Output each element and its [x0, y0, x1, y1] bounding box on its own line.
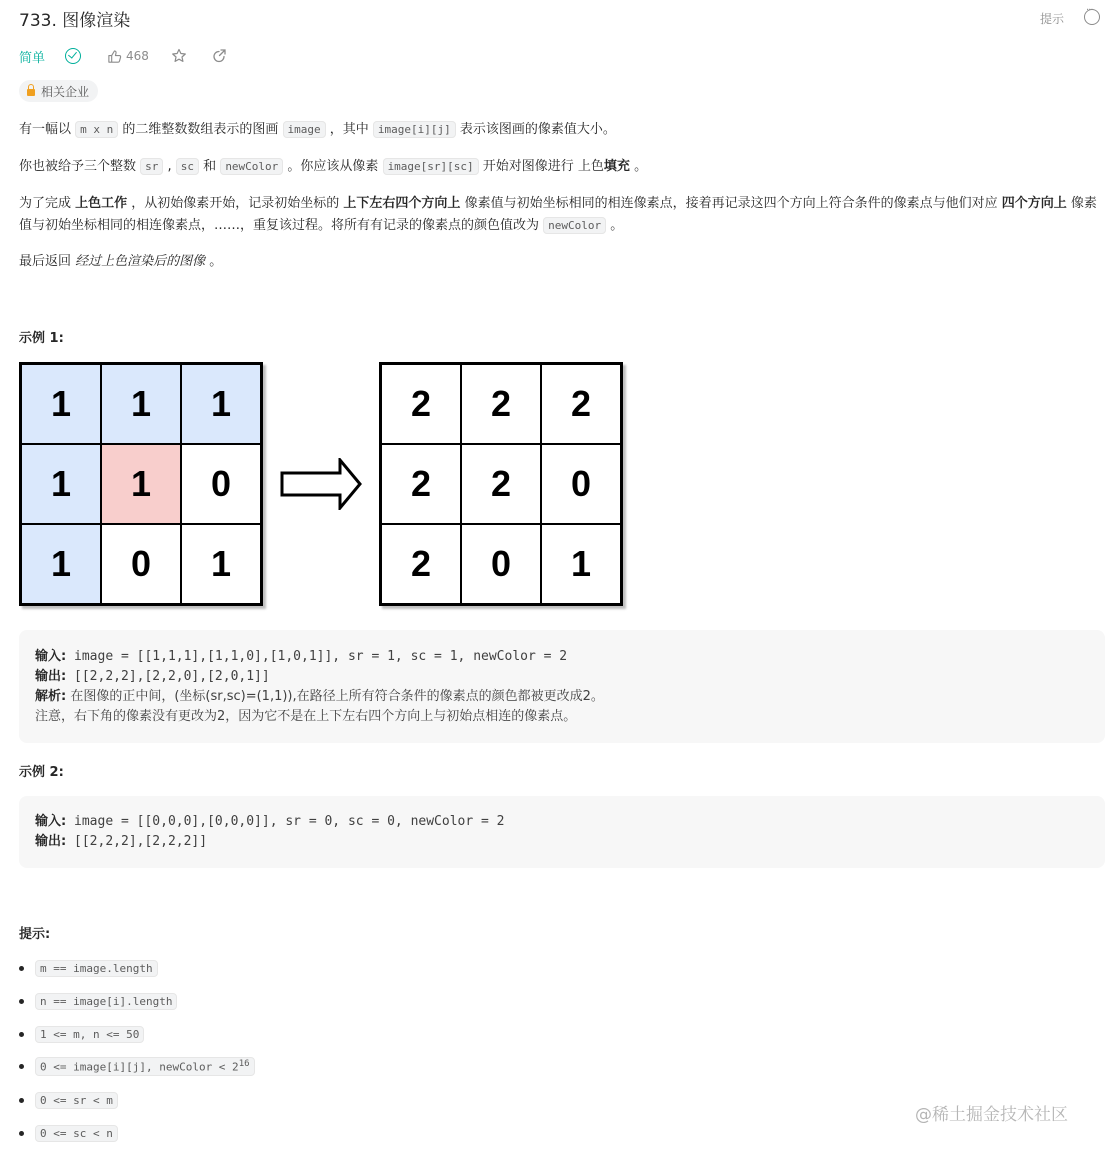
list-item: 0 <= image[i][j], newColor < $2^{16}$ — [19, 1057, 255, 1076]
grid-cell: 2 — [541, 364, 621, 444]
right-arrow-icon — [280, 458, 364, 510]
grid-cell: 2 — [381, 524, 461, 604]
description-p3: 为了完成 上色工作 ，从初始像素开始，记录初始坐标的 上下左右四个方向上 像素值与初始坐标相同的相连像素点，接着再记录这四个方向上符合条件的像素点与他们对应 四个方向上 像素值与初始坐标相同的相连像素点，……，重复该过程。将所有有记录的像素点的颜色值改为 newColor 。 — [19, 196, 1097, 233]
example1-codeblock: 输入: image = [[1,1,1],[1,1,0],[1,0,1]], sr = 1, sc = 1, newColor = 2 输出: [[2,2,2],[2,2,0],[2,0,1]] 解析: 在图像的正中间，(坐标(sr,sc)=(1,1)),在路径上所有符合条件的像素点的颜色都被更改成2。 注意，右下角的像素没有更改为2，因为它不是在上下左右四个方向上与初始点相连的像素点。 — [19, 630, 1105, 743]
like-count: 468 — [126, 49, 149, 63]
lock-icon — [27, 89, 35, 96]
description-p2: 你也被给予三个整数 sr , sc 和 newColor 。你应该从像素 image[sr][sc] 开始对图像进行 上色填充 。 — [19, 159, 648, 174]
grid-cell: 1 — [181, 364, 261, 444]
grid-cell: 2 — [381, 364, 461, 444]
list-item: n == image[i].length — [19, 993, 177, 1010]
hints-title: 提示: — [19, 927, 51, 942]
like-button[interactable] — [107, 49, 149, 64]
grid-cell: 1 — [21, 444, 101, 524]
list-item: 0 <= sr < m — [19, 1092, 118, 1109]
grid-cell: 1 — [21, 364, 101, 444]
problem-meta — [19, 46, 251, 66]
grid-cell: 0 — [101, 524, 181, 604]
share-button[interactable] — [211, 48, 227, 64]
hint-link[interactable]: 提示 — [1040, 12, 1065, 26]
grid-cell: 1 — [21, 524, 101, 604]
company-tag-label: 相关企业 — [41, 84, 90, 99]
grid-cell: 1 — [181, 524, 261, 604]
list-item: 1 <= m, n <= 50 — [19, 1026, 144, 1043]
description-p4: 最后返回 经过上色渲染后的图像 。 — [19, 254, 223, 269]
more-options-icon[interactable] — [1084, 9, 1100, 25]
solved-check-icon — [65, 48, 81, 64]
share-icon — [211, 48, 227, 64]
list-item: m == image.length — [19, 960, 158, 977]
description-p1: 有一幅以 m x n 的二维整数数组表示的图画 image ，其中 image[i][j] 表示该图画的像素值大小。 — [19, 122, 616, 137]
grid-cell-start: 1 — [101, 444, 181, 524]
grid-cell: 2 — [461, 444, 541, 524]
watermark: @稀土掘金技术社区 — [915, 1105, 1068, 1125]
example2-codeblock: 输入: image = [[0,0,0],[0,0,0]], sr = 0, sc = 0, newColor = 2 输出: [[2,2,2],[2,2,2]] — [19, 796, 1105, 868]
grid-cell: 0 — [181, 444, 261, 524]
example1-title: 示例 1: — [19, 331, 64, 346]
grid-cell: 1 — [101, 364, 181, 444]
example2-title: 示例 2: — [19, 765, 64, 780]
page-title: 733. 图像渲染 — [19, 11, 131, 31]
thumbs-up-icon — [107, 49, 122, 64]
grid-before — [19, 362, 263, 606]
list-item: 0 <= sc < n — [19, 1125, 118, 1142]
grid-cell: 2 — [381, 444, 461, 524]
company-tag[interactable] — [19, 80, 98, 102]
grid-after — [379, 362, 623, 606]
favorite-button[interactable] — [171, 48, 187, 64]
grid-cell: 0 — [541, 444, 621, 524]
grid-cell: 2 — [461, 364, 541, 444]
grid-cell: 0 — [461, 524, 541, 604]
difficulty-badge: 简单 — [19, 50, 46, 66]
grid-cell: 1 — [541, 524, 621, 604]
star-icon — [171, 48, 187, 64]
